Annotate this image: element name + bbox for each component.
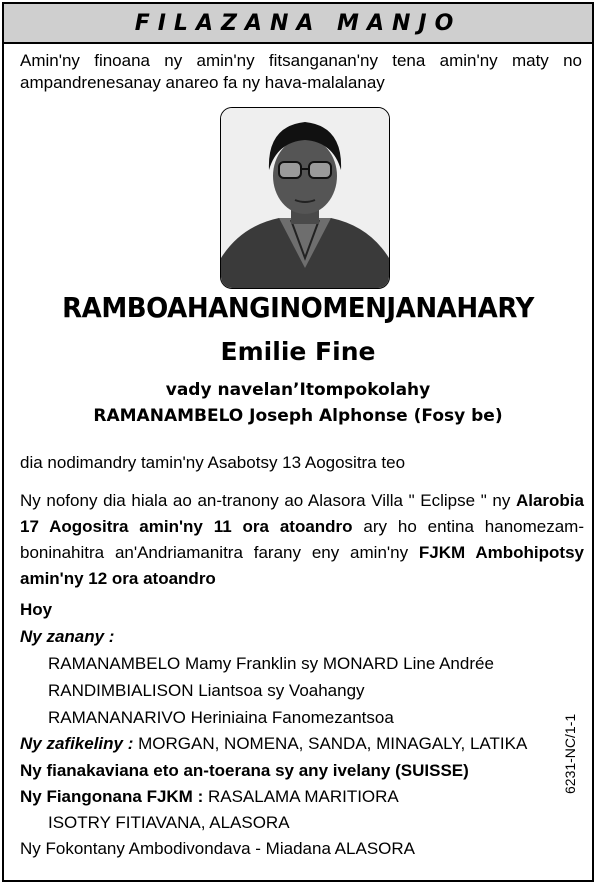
fokontany-line: Ny Fokontany Ambodivondava - Miadana ALASORA xyxy=(20,839,415,858)
spouse-line-1: vady navelan’Itompokolahy xyxy=(165,380,431,400)
child-item: RAMANAMBELO Mamy Franklin sy MONARD Line Andrée xyxy=(48,654,494,673)
children-label: Ny zanany : xyxy=(20,627,115,646)
grandchildren-label: Ny zafikeliny : xyxy=(20,734,134,753)
portrait-photo xyxy=(220,107,390,289)
deceased-firstname: Emilie Fine xyxy=(220,337,376,366)
reference-code: 6231-NC/1-1 xyxy=(562,713,578,794)
intro-text: Amin'ny finoana ny amin'ny fitsanganan'ny tena amin'ny maty no ampandrenesanay anareo fa ny hava-malalanay xyxy=(20,51,582,92)
notice-title: FILAZANA MANJO xyxy=(134,10,462,36)
spouse-line-2: RAMANAMBELO Joseph Alphonse (Fosy be) xyxy=(93,406,503,426)
grandchildren-names: MORGAN, NOMENA, SANDA, MINAGALY, LATIKA xyxy=(133,734,528,753)
funeral-paragraph xyxy=(20,488,584,592)
funeral-church: FJKM Ambohipotsy amin'ny 12 ora atoandro xyxy=(20,543,584,588)
church-line xyxy=(20,786,399,808)
child-item: RANDIMBIALISON Liantsoa sy Voahangy xyxy=(48,681,365,700)
relatives-line: Ny fianakaviana eto an-toerana sy any ivelany (SUISSE) xyxy=(20,761,469,780)
notice-header xyxy=(4,4,592,44)
child-item: RAMANANARIVO Heriniaina Fanomezantsoa xyxy=(48,708,394,727)
funeral-text-2: ary ho entina hanomezam-boninahitra an'Andriamanitra farany eny amin'ny xyxy=(20,517,584,562)
hoy-label: Hoy xyxy=(20,600,53,619)
death-date-line: dia nodimandry tamin'ny Asabotsy 13 Aogositra teo xyxy=(20,453,406,472)
deceased-surname: RAMBOAHANGINOMENJANAHARY xyxy=(62,291,534,324)
funeral-date: Alarobia 17 Aogositra amin'ny 11 ora atoandro xyxy=(20,491,584,536)
church-label: Ny Fiangonana FJKM : xyxy=(20,787,204,806)
notice-frame xyxy=(2,2,594,882)
church-line-2: ISOTRY FITIAVANA, ALASORA xyxy=(48,813,290,832)
grandchildren-line xyxy=(20,733,527,755)
church-name: RASALAMA MARITIORA xyxy=(203,787,399,806)
funeral-text-1: Ny nofony dia hiala ao an-tranony ao Alasora Villa " Eclipse " ny xyxy=(20,491,511,510)
